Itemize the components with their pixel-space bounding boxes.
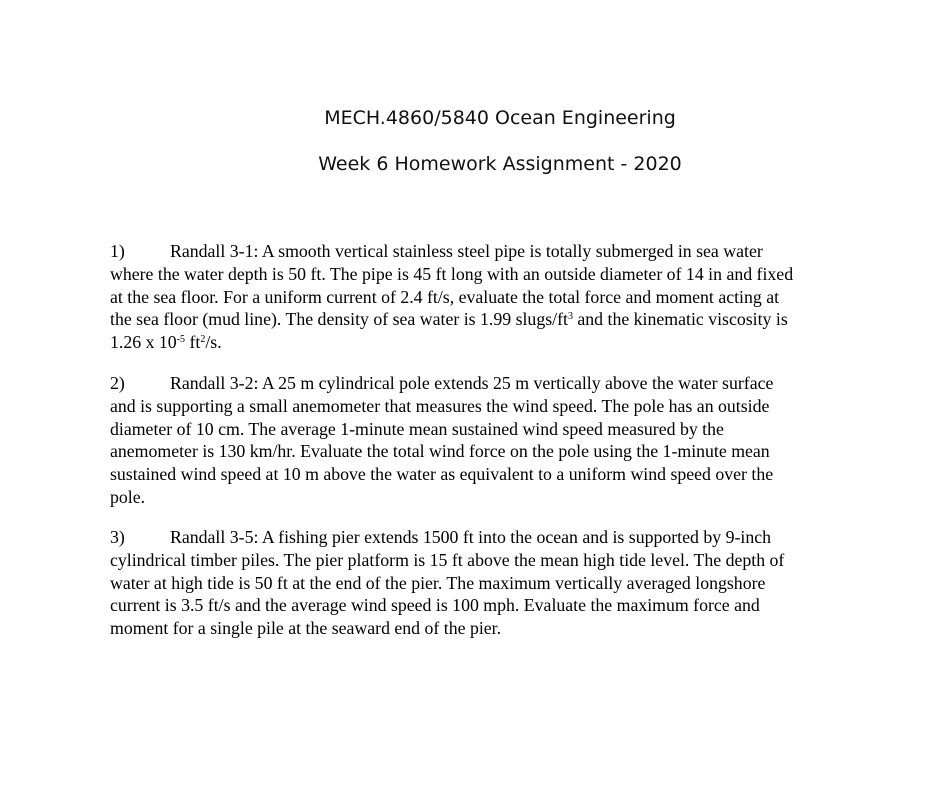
problem-2-line-2: and is supporting a small anemometer that measures the wind speed. The pole has an outside	[110, 395, 770, 416]
problem-number: 1)	[110, 241, 125, 261]
problem-2	[110, 372, 885, 509]
problem-number: 2)	[110, 373, 125, 393]
problem-3	[110, 526, 885, 640]
assignment-title: Week 6 Homework Assignment - 2020	[318, 153, 682, 175]
problem-2-line-5: sustained wind speed at 10 m above the water as equivalent to a uniform wind speed over the	[110, 464, 774, 485]
problem-text: 1.26 x 10	[110, 332, 177, 353]
problem-2-line-1	[110, 372, 885, 395]
problem-text: Randall 3-1: A smooth vertical stainless steel pipe is totally submerged in sea water	[170, 241, 763, 261]
problem-text: Randall 3-5: A fishing pier extends 1500 ft into the ocean and is supported by 9-inch	[170, 527, 771, 547]
problem-2-line-6: pole.	[110, 486, 146, 507]
problem-3-line-3: water at high tide is 50 ft at the end of the pier. The maximum vertically averaged longshore	[110, 572, 766, 593]
problem-3-line-5: moment for a single pile at the seaward end of the pier.	[110, 618, 502, 639]
problem-3-line-4: current is 3.5 ft/s and the average wind speed is 100 mph. Evaluate the maximum force and	[110, 595, 760, 616]
superscript: 3	[567, 311, 573, 323]
superscript: 2	[200, 334, 206, 346]
problem-1-line-4	[110, 308, 885, 331]
problem-text: ft	[185, 332, 201, 353]
problem-number: 3)	[110, 527, 125, 547]
course-title: MECH.4860/5840 Ocean Engineering	[324, 107, 676, 129]
problem-1-line-5	[110, 331, 885, 354]
problem-1-line-2: where the water depth is 50 ft. The pipe is 45 ft long with an outside diameter of 14 in and fixed	[110, 263, 794, 284]
superscript: -5	[176, 334, 186, 346]
problem-text: Randall 3-2: A 25 m cylindrical pole extends 25 m vertically above the water surface	[170, 373, 774, 393]
problem-2-line-4: anemometer is 130 km/hr. Evaluate the total wind force on the pole using the 1-minute mean	[110, 441, 770, 462]
problem-text: and the kinematic viscosity is	[572, 309, 788, 330]
problem-text: the sea floor (mud line). The density of sea water is 1.99 slugs/ft	[110, 309, 568, 330]
problem-text: /s.	[205, 332, 222, 353]
problem-1-line-1	[110, 240, 885, 263]
problem-3-line-2: cylindrical timber piles. The pier platform is 15 ft above the mean high tide level. The depth of	[110, 549, 785, 570]
problem-1	[110, 240, 885, 354]
problem-3-line-1	[110, 526, 885, 549]
problem-2-line-3: diameter of 10 cm. The average 1-minute mean sustained wind speed measured by the	[110, 418, 724, 439]
problem-1-line-3: at the sea floor. For a uniform current of 2.4 ft/s, evaluate the total force and moment acting at	[110, 286, 780, 307]
